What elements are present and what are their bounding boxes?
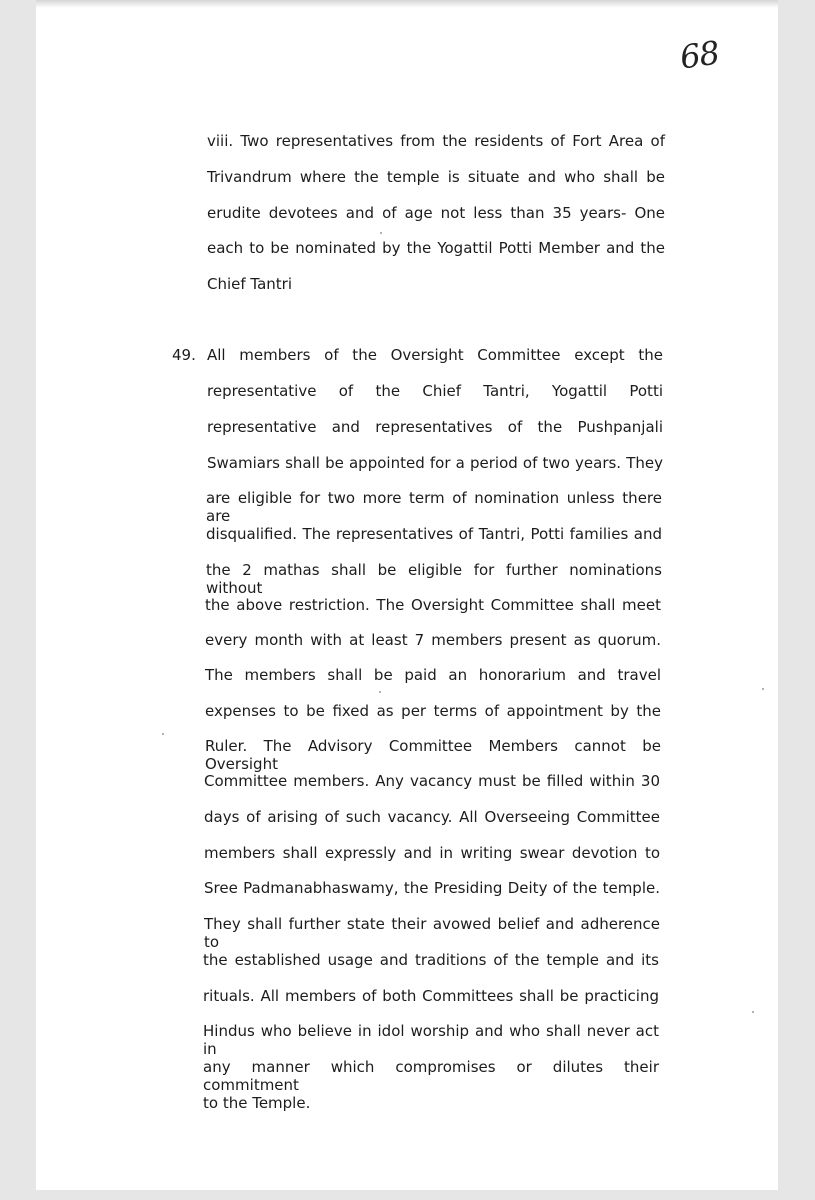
para-49-line: Hindus who believe in idol worship and who shall never act in (203, 1022, 659, 1058)
para-49-line: the established usage and traditions of the temple and its (203, 951, 659, 969)
page-top-edge (36, 0, 778, 8)
item-viii-line: viii. Two representatives from the residents of Fort Area of (207, 132, 665, 150)
para-49-line: Committee members. Any vacancy must be filled within 30 (204, 772, 660, 790)
item-viii-line: Trivandrum where the temple is situate and who shall be (207, 168, 665, 186)
para-49-line: They shall further state their avowed belief and adherence to (204, 915, 660, 951)
para-49-line: Sree Padmanabhaswamy, the Presiding Deity of the temple. (204, 879, 660, 897)
para-49-line: representative and representatives of the Pushpanjali (207, 418, 663, 436)
scan-speck (380, 232, 382, 234)
para-49-line: are eligible for two more term of nomination unless there are (206, 489, 662, 525)
para-49-line: every month with at least 7 members present as quorum. (205, 631, 661, 649)
para-49-line: representative of the Chief Tantri, Yogattil Potti (207, 382, 663, 400)
para-49-line: The members shall be paid an honorarium and travel (205, 666, 661, 684)
handwritten-page-number: 68 (677, 33, 722, 77)
para-49-line: expenses to be fixed as per terms of appointment by the (205, 702, 661, 720)
para-49-line: any manner which compromises or dilutes their commitment (203, 1058, 659, 1094)
para-49-line: rituals. All members of both Committees shall be practicing (203, 987, 659, 1005)
para-49-line: to the Temple. (203, 1094, 311, 1112)
scan-speck (379, 691, 381, 693)
para-49-line: the 2 mathas shall be eligible for further nominations without (206, 561, 662, 597)
item-viii-line: erudite devotees and of age not less than 35 years- One (207, 204, 665, 222)
scan-speck (762, 688, 764, 690)
para-49-line: disqualified. The representatives of Tantri, Potti families and (206, 525, 662, 543)
item-viii-line: Chief Tantri (207, 275, 293, 293)
item-viii-line: each to be nominated by the Yogattil Potti Member and the (207, 239, 665, 257)
scan-speck (162, 733, 164, 735)
para-49-line: days of arising of such vacancy. All Overseeing Committee (204, 808, 660, 826)
paragraph-number: 49. (172, 346, 196, 364)
para-49-line: Ruler. The Advisory Committee Members cannot be Oversight (205, 737, 661, 773)
para-49-line: Swamiars shall be appointed for a period of two years. They (207, 454, 663, 472)
para-49-line: All members of the Oversight Committee except the (207, 346, 663, 364)
para-49-line: members shall expressly and in writing swear devotion to (204, 844, 660, 862)
para-49-line: the above restriction. The Oversight Committee shall meet (205, 596, 661, 614)
scan-speck (752, 1011, 754, 1013)
